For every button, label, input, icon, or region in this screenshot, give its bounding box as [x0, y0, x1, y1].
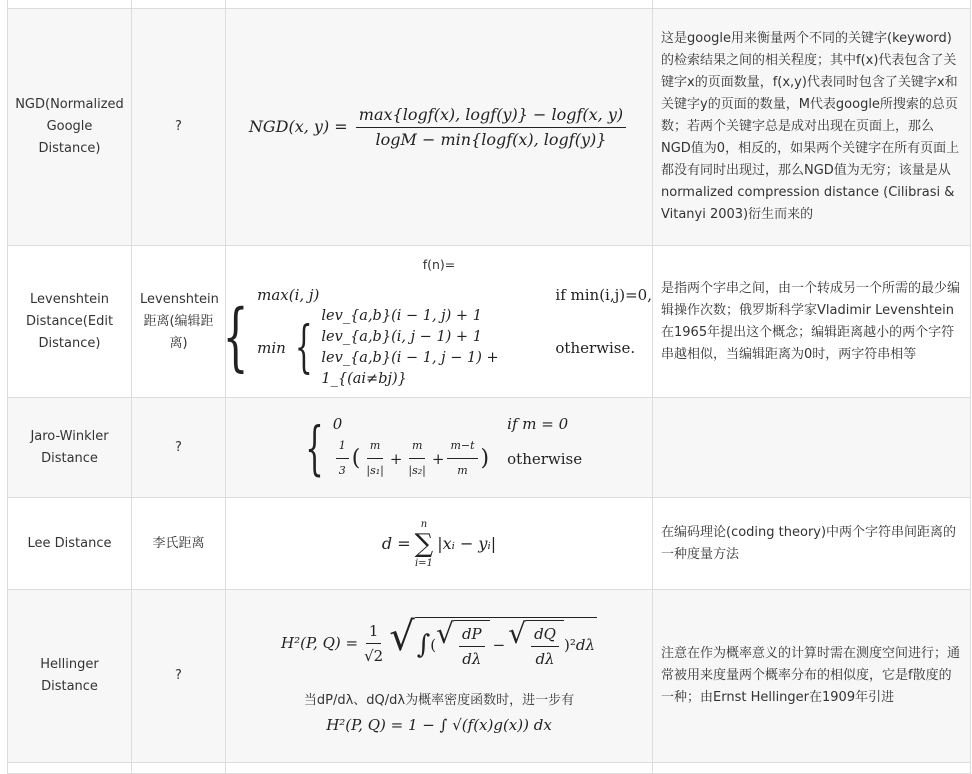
table-row — [8, 0, 971, 9]
ngd-formula — [248, 104, 629, 149]
table-row — [8, 590, 971, 763]
chinese-name: 李氏距离 — [132, 498, 226, 590]
case1-condition: if m = 0 — [507, 415, 569, 433]
fraction: $\frac{1}{√2}$ — [364, 621, 384, 665]
distance-name: Hellinger Distance — [8, 590, 132, 763]
formula-note: 当dP/dλ、dQ/dλ为概率密度函数时，进一步有 — [303, 692, 575, 708]
sum-upper: n — [420, 518, 428, 530]
formula-lhs: H²(P, Q) = — [326, 715, 404, 734]
formula-body: 1 − ∫ √(f(x)g(x)) dx — [408, 715, 552, 734]
chinese-name: Levenshtein距离(编辑距离) — [132, 246, 226, 398]
jaro-winkler-formula — [296, 413, 582, 482]
levenshtein-formula — [212, 284, 652, 390]
sum-body: |xᵢ − yᵢ| — [437, 533, 497, 553]
formula-lhs: d = — [381, 533, 411, 553]
case1-condition: if min(i,j)=0, — [555, 285, 652, 304]
hellinger-formula-2 — [226, 714, 652, 736]
hellinger-formula — [281, 613, 597, 670]
case2-condition: otherwise — [507, 449, 583, 468]
chinese-name: ? — [132, 9, 226, 246]
distance-name: NGD(Normalized Google Distance) — [8, 9, 132, 246]
inner-case: lev_{a,b}(i − 1, j) + 1 — [321, 307, 482, 324]
description: 这是google用来衡量两个不同的关键字(keyword)的检索结果之间的相关程度；其中f(x)代表包含了关键字x的页面数量，f(x,y)代表同时包含了关键字x和关键字y的页面的数量，M代表google所搜索的总页数；若两个关键字总是成对出现在页面上，那么NGD值为0，相反的，如果两个关键字在所有页面上都没有同时出现过，那么NGD值为无穷；该量是从normalized compression distance (Cilibrasi & Vitanyi 2003)衍生而来的 — [653, 9, 971, 246]
table-row — [8, 498, 971, 590]
description: 注意在作为概率意义的计算时需在测度空间进行；通常被用来度量两个概率分布的相似度，它是f散度的一种；由Ernst Hellinger在1909年引进 — [653, 590, 971, 763]
inner-case: lev_{a,b}(i, j − 1) + 1 — [321, 328, 482, 345]
case2-condition: otherwise. — [555, 338, 636, 357]
table-row — [8, 398, 971, 498]
fraction-numerator: max{logf(x), logf(y)} − logf(x, y) — [356, 104, 626, 128]
fraction-denominator: logM − min{logf(x), logf(y)} — [375, 129, 607, 149]
formula-cell — [226, 498, 653, 590]
case1-expr: max(i, j) — [257, 285, 320, 304]
min-label: min — [257, 338, 286, 357]
formula-header: f(n)= — [422, 256, 456, 272]
chinese-name: ? — [132, 590, 226, 763]
sigma-symbol: ∑ — [414, 528, 434, 559]
inner-case: lev_{a,b}(i − 1, j − 1) + 1_{(ai≠bj)} — [321, 349, 499, 387]
case2-expr — [257, 306, 545, 390]
distance-name: Lee Distance — [8, 498, 132, 590]
sqrt: √ ∫ ( √ $\frac{dP}{d\lambda}$ − √ $\frac{dQ}{d\lambda}$ )² dλ — [389, 613, 595, 668]
summation — [415, 518, 434, 570]
left-brace: { — [222, 293, 249, 380]
lee-formula — [382, 518, 496, 570]
table-row — [8, 9, 971, 246]
table-row — [8, 763, 971, 774]
inner-cases — [321, 306, 545, 390]
fraction: $\frac{m}{\text{|s₂|}}$ — [405, 435, 428, 482]
formula-lhs: H²(P, Q) = — [281, 634, 359, 652]
formula-cell — [226, 9, 653, 246]
distance-table — [7, 0, 971, 774]
chinese-name: ? — [132, 398, 226, 498]
description — [653, 398, 971, 498]
description: 在编码理论(coding theory)中两个字符串间距离的一种度量方法 — [653, 498, 971, 590]
fraction — [356, 104, 626, 151]
description: 是指两个字串之间，由一个转成另一个所需的最少编辑操作次数；俄罗斯科学家Vladimir Levenshtein在1965年提出这个概念；编辑距离越小的两个字符串越相似，当编辑距离为0时，两字符串相等 — [653, 246, 971, 398]
sum-lower: i=1 — [414, 557, 433, 569]
formula-lhs: NGD(x, y) = — [248, 116, 348, 136]
table-row — [8, 246, 971, 398]
fraction: $\frac{m}{\text{|s₁|}}$ — [363, 435, 386, 482]
formula-cell — [226, 398, 653, 498]
distance-name: Levenshtein Distance(Edit Distance) — [8, 246, 132, 398]
fraction: $\frac{m-t}{m}$ — [447, 435, 477, 482]
case-grid — [257, 284, 652, 390]
formula-cell — [226, 590, 653, 763]
case-grid — [333, 413, 582, 482]
left-brace: { — [305, 413, 324, 482]
case2-expr: $\frac{1}{3}$ ( $\frac{m}{\text{|s₁|}}$ + $\frac{m}{\text{|s₂|}}$ + $\frac{m-t}{m}$ ) — [333, 435, 489, 482]
case1-expr: 0 — [332, 415, 343, 433]
fraction: $\frac{1}{3}$ — [336, 435, 349, 482]
formula-cell — [222, 246, 653, 398]
inner-brace: { — [294, 314, 313, 380]
distance-name: Jaro-Winkler Distance — [8, 398, 132, 498]
